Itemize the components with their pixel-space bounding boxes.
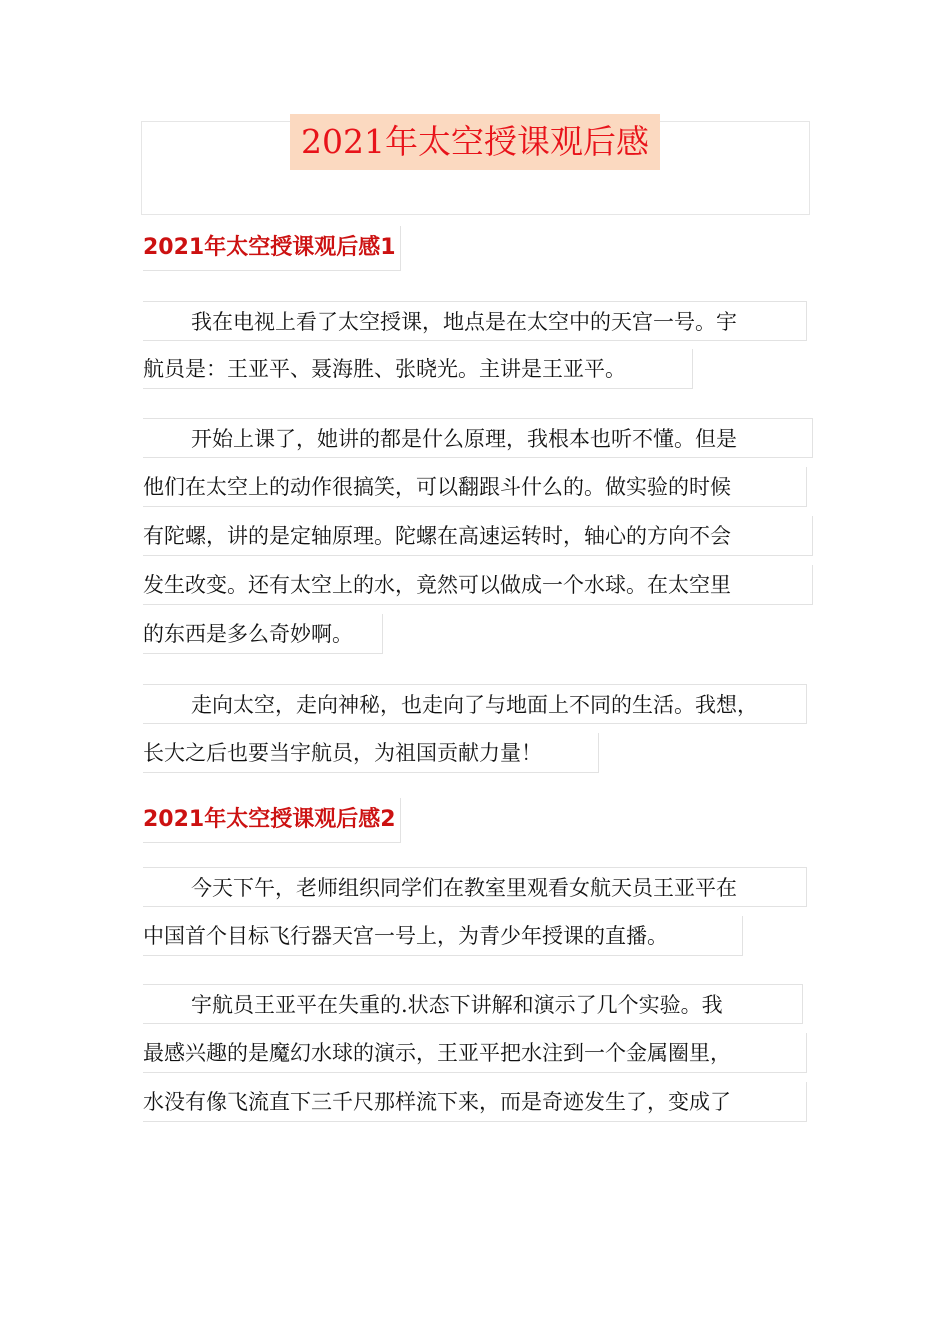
paragraph-line: 长大之后也要当宇航员，为祖国贡献力量！: [143, 733, 599, 773]
section-heading-2: 2021年太空授课观后感2: [143, 798, 401, 843]
paragraph-line: 航员是：王亚平、聂海胜、张晓光。主讲是王亚平。: [143, 349, 693, 389]
paragraph-line: 发生改变。还有太空上的水，竟然可以做成一个水球。在太空里: [143, 565, 813, 605]
paragraph-line: 开始上课了，她讲的都是什么原理，我根本也听不懂。但是: [143, 418, 813, 458]
paragraph-line: 水没有像飞流直下三千尺那样流下来，而是奇迹发生了，变成了: [143, 1082, 807, 1122]
paragraph-line: 走向太空，走向神秘，也走向了与地面上不同的生活。我想，: [143, 684, 807, 724]
paragraph-line: 的东西是多么奇妙啊。: [143, 614, 383, 654]
section-heading-1: 2021年太空授课观后感1: [143, 226, 401, 271]
document-title: 2021年太空授课观后感: [290, 114, 660, 170]
paragraph-line: 宇航员王亚平在失重的.状态下讲解和演示了几个实验。我: [143, 984, 803, 1024]
paragraph-line: 有陀螺，讲的是定轴原理。陀螺在高速运转时，轴心的方向不会: [143, 516, 813, 556]
paragraph-line: 最感兴趣的是魔幻水球的演示，王亚平把水注到一个金属圈里，: [143, 1033, 807, 1073]
paragraph-line: 他们在太空上的动作很搞笑，可以翻跟斗什么的。做实验的时候: [143, 467, 807, 507]
paragraph-line: 今天下午，老师组织同学们在教室里观看女航天员王亚平在: [143, 867, 807, 907]
paragraph-line: 我在电视上看了太空授课，地点是在太空中的天宫一号。宇: [143, 301, 807, 341]
paragraph-line: 中国首个目标飞行器天宫一号上，为青少年授课的直播。: [143, 916, 743, 956]
